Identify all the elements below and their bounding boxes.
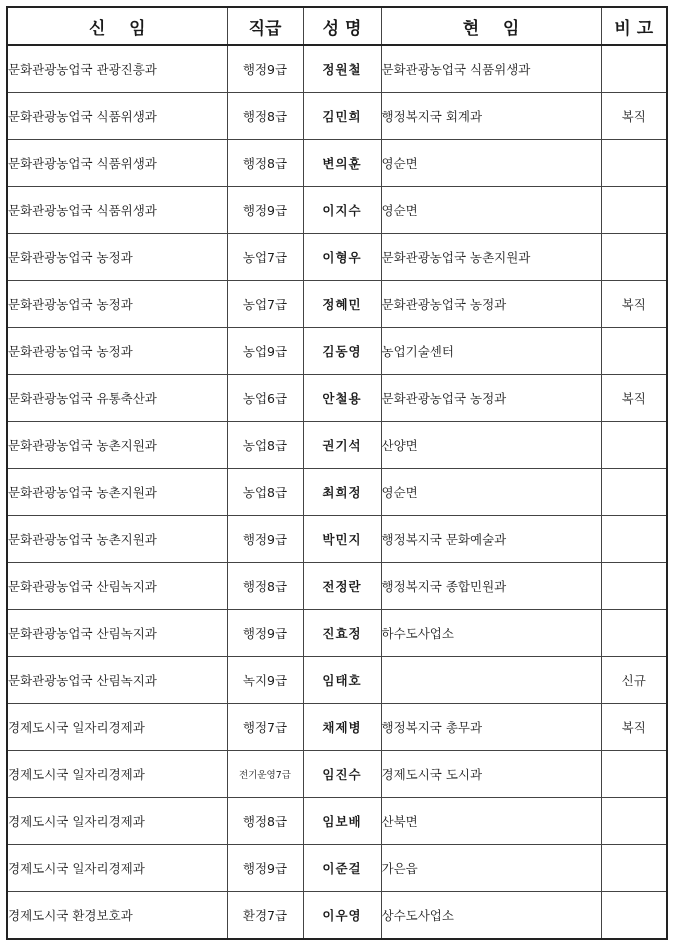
cell-current-post: 산북면 xyxy=(381,798,601,845)
cell-name: 전정란 xyxy=(303,563,381,610)
table-row xyxy=(7,93,667,140)
cell-name: 이우영 xyxy=(303,892,381,940)
cell-name: 이형우 xyxy=(303,234,381,281)
cell-name: 김동영 xyxy=(303,328,381,375)
cell-note: 복직 xyxy=(601,281,667,328)
cell-note xyxy=(601,563,667,610)
cell-current-post: 행정복지국 문화예술과 xyxy=(381,516,601,563)
header-rank: 직급 xyxy=(227,7,303,45)
header-row xyxy=(7,7,667,45)
cell-name: 임보배 xyxy=(303,798,381,845)
cell-name: 변의훈 xyxy=(303,140,381,187)
cell-current-post: 문화관광농업국 농촌지원과 xyxy=(381,234,601,281)
table-body xyxy=(7,45,667,939)
cell-new-post: 경제도시국 일자리경제과 xyxy=(7,798,227,845)
cell-name: 정원철 xyxy=(303,45,381,93)
cell-rank: 행정8급 xyxy=(227,140,303,187)
cell-name: 권기석 xyxy=(303,422,381,469)
cell-rank: 행정9급 xyxy=(227,45,303,93)
cell-rank: 전기운영7급 xyxy=(227,751,303,798)
cell-name: 채제병 xyxy=(303,704,381,751)
cell-current-post: 행정복지국 회계과 xyxy=(381,93,601,140)
cell-current-post: 행정복지국 총무과 xyxy=(381,704,601,751)
cell-note xyxy=(601,45,667,93)
cell-new-post: 문화관광농업국 농정과 xyxy=(7,328,227,375)
cell-rank: 환경7급 xyxy=(227,892,303,940)
cell-new-post: 경제도시국 일자리경제과 xyxy=(7,845,227,892)
cell-rank: 행정9급 xyxy=(227,610,303,657)
cell-current-post: 농업기술센터 xyxy=(381,328,601,375)
table-row xyxy=(7,563,667,610)
cell-new-post: 문화관광농업국 농촌지원과 xyxy=(7,516,227,563)
table-row xyxy=(7,375,667,422)
table-row xyxy=(7,704,667,751)
cell-name: 정혜민 xyxy=(303,281,381,328)
header-name: 성 명 xyxy=(303,7,381,45)
cell-rank: 행정9급 xyxy=(227,845,303,892)
cell-note xyxy=(601,798,667,845)
table-row xyxy=(7,657,667,704)
cell-new-post: 문화관광농업국 농촌지원과 xyxy=(7,422,227,469)
cell-rank: 농업8급 xyxy=(227,469,303,516)
cell-name: 진효정 xyxy=(303,610,381,657)
cell-note xyxy=(601,140,667,187)
cell-new-post: 문화관광농업국 유통축산과 xyxy=(7,375,227,422)
cell-new-post: 문화관광농업국 농촌지원과 xyxy=(7,469,227,516)
table-row xyxy=(7,234,667,281)
table-row xyxy=(7,610,667,657)
cell-name: 안철용 xyxy=(303,375,381,422)
table-row xyxy=(7,469,667,516)
cell-name: 임태호 xyxy=(303,657,381,704)
cell-current-post: 영순면 xyxy=(381,187,601,234)
cell-note xyxy=(601,892,667,940)
cell-rank: 행정7급 xyxy=(227,704,303,751)
cell-rank: 농업7급 xyxy=(227,234,303,281)
cell-note: 복직 xyxy=(601,93,667,140)
cell-new-post: 문화관광농업국 산림녹지과 xyxy=(7,563,227,610)
cell-new-post: 문화관광농업국 산림녹지과 xyxy=(7,610,227,657)
cell-current-post: 문화관광농업국 농정과 xyxy=(381,281,601,328)
cell-new-post: 문화관광농업국 식품위생과 xyxy=(7,140,227,187)
header-note: 비 고 xyxy=(601,7,667,45)
cell-current-post: 산양면 xyxy=(381,422,601,469)
cell-name: 이지수 xyxy=(303,187,381,234)
cell-note xyxy=(601,610,667,657)
cell-note xyxy=(601,422,667,469)
cell-current-post: 하수도사업소 xyxy=(381,610,601,657)
cell-current-post: 상수도사업소 xyxy=(381,892,601,940)
cell-current-post: 영순면 xyxy=(381,469,601,516)
cell-note xyxy=(601,751,667,798)
cell-current-post: 가은읍 xyxy=(381,845,601,892)
cell-note xyxy=(601,187,667,234)
cell-rank: 행정8급 xyxy=(227,563,303,610)
table-row xyxy=(7,281,667,328)
table-row xyxy=(7,516,667,563)
cell-note xyxy=(601,516,667,563)
cell-note xyxy=(601,234,667,281)
cell-new-post: 경제도시국 일자리경제과 xyxy=(7,704,227,751)
cell-rank: 행정9급 xyxy=(227,187,303,234)
table-row xyxy=(7,845,667,892)
cell-rank: 행정8급 xyxy=(227,93,303,140)
cell-name: 임진수 xyxy=(303,751,381,798)
header-current-post: 현 임 xyxy=(381,7,601,45)
cell-current-post: 경제도시국 도시과 xyxy=(381,751,601,798)
cell-current-post: 문화관광농업국 농정과 xyxy=(381,375,601,422)
table-row xyxy=(7,422,667,469)
table-row xyxy=(7,751,667,798)
personnel-table xyxy=(6,6,668,940)
cell-new-post: 경제도시국 환경보호과 xyxy=(7,892,227,940)
cell-name: 이준걸 xyxy=(303,845,381,892)
cell-rank: 농업6급 xyxy=(227,375,303,422)
table-row xyxy=(7,892,667,940)
cell-note: 신규 xyxy=(601,657,667,704)
table-row xyxy=(7,328,667,375)
table-header xyxy=(7,7,667,45)
cell-rank: 농업8급 xyxy=(227,422,303,469)
table-row xyxy=(7,187,667,234)
cell-note: 복직 xyxy=(601,375,667,422)
cell-note: 복직 xyxy=(601,704,667,751)
table-row xyxy=(7,798,667,845)
cell-new-post: 경제도시국 일자리경제과 xyxy=(7,751,227,798)
table-row xyxy=(7,45,667,93)
cell-rank: 행정8급 xyxy=(227,798,303,845)
cell-current-post: 영순면 xyxy=(381,140,601,187)
cell-rank: 농업7급 xyxy=(227,281,303,328)
table-row xyxy=(7,140,667,187)
cell-current-post xyxy=(381,657,601,704)
cell-new-post: 문화관광농업국 산림녹지과 xyxy=(7,657,227,704)
cell-name: 최희정 xyxy=(303,469,381,516)
cell-new-post: 문화관광농업국 식품위생과 xyxy=(7,187,227,234)
cell-rank: 녹지9급 xyxy=(227,657,303,704)
header-new-post: 신 임 xyxy=(7,7,227,45)
cell-note xyxy=(601,845,667,892)
cell-rank: 행정9급 xyxy=(227,516,303,563)
cell-current-post: 문화관광농업국 식품위생과 xyxy=(381,45,601,93)
cell-new-post: 문화관광농업국 농정과 xyxy=(7,234,227,281)
cell-new-post: 문화관광농업국 농정과 xyxy=(7,281,227,328)
cell-name: 박민지 xyxy=(303,516,381,563)
cell-note xyxy=(601,328,667,375)
cell-new-post: 문화관광농업국 관광진흥과 xyxy=(7,45,227,93)
cell-rank: 농업9급 xyxy=(227,328,303,375)
cell-new-post: 문화관광농업국 식품위생과 xyxy=(7,93,227,140)
cell-note xyxy=(601,469,667,516)
cell-name: 김민희 xyxy=(303,93,381,140)
cell-current-post: 행정복지국 종합민원과 xyxy=(381,563,601,610)
